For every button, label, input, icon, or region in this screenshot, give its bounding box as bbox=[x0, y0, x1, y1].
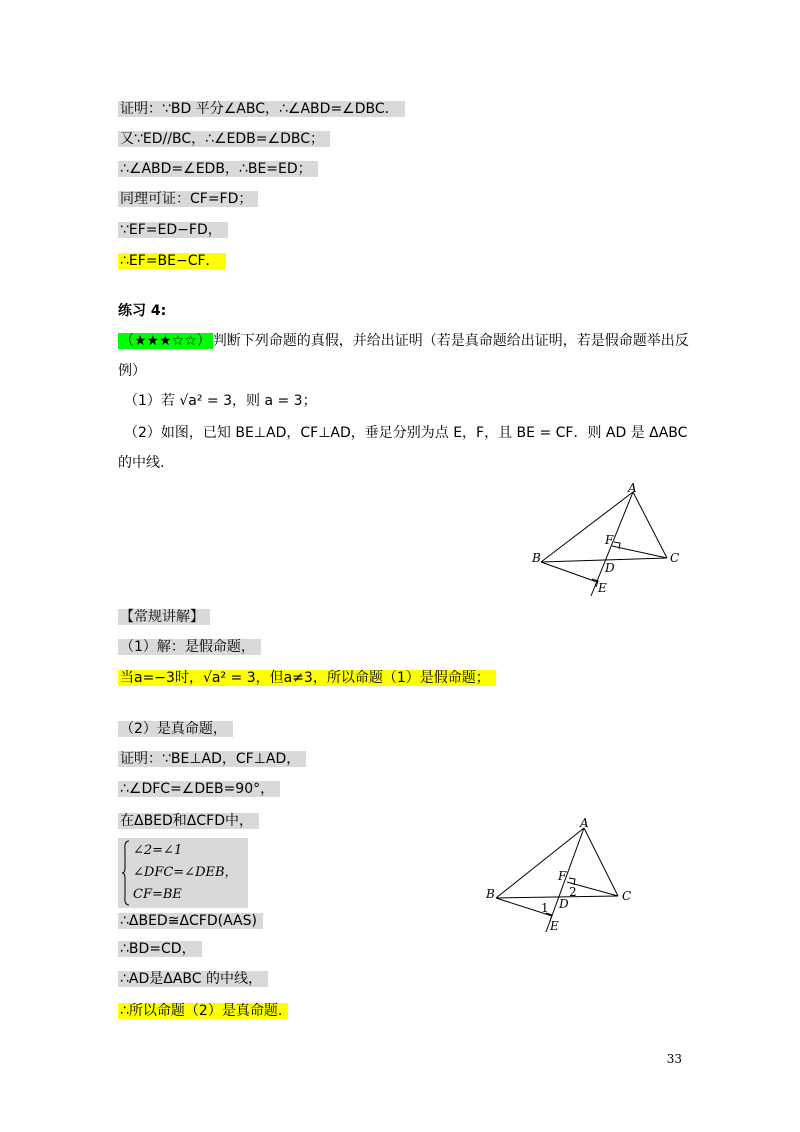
solution-part1: （1）解：是假命题， bbox=[118, 634, 261, 660]
segment-bc bbox=[541, 558, 667, 562]
label-f: F bbox=[605, 533, 614, 547]
solution-part1-detail: 当a=−3时，√a² = 3，但a≠3，所以命题（1）是假命题； bbox=[118, 665, 496, 691]
label-e: E bbox=[598, 581, 607, 595]
exercise-part2: （2）如图，已知 BE⊥AD，CF⊥AD，垂足分别为点 E，F，且 BE = CF．则 AD 是 ΔABC bbox=[124, 425, 688, 441]
proof-line-3: ∴∠ABD=∠EDB，∴BE=ED； bbox=[118, 156, 318, 182]
right-angle-f bbox=[569, 878, 575, 885]
exercise-question-cont: 例） bbox=[118, 363, 146, 379]
solution-proof-5: ∴BD=CD， bbox=[118, 936, 202, 962]
solution-proof-3: 在ΔBED和ΔCFD中， bbox=[118, 808, 259, 834]
exercise-title: 练习 4: bbox=[118, 303, 167, 319]
solution-header: 【常规讲解】 bbox=[118, 604, 210, 630]
label-c: C bbox=[622, 889, 632, 903]
solution-part2: （2）是真命题， bbox=[118, 716, 233, 742]
page-number: 33 bbox=[666, 1052, 682, 1066]
condition-system bbox=[118, 838, 248, 908]
label-e: E bbox=[550, 919, 559, 933]
label-b: B bbox=[532, 551, 541, 565]
solution-proof-4: ∴ΔBED≅ΔCFD(AAS) bbox=[118, 908, 263, 934]
label-b: B bbox=[486, 887, 495, 901]
segment-cf bbox=[612, 546, 667, 558]
exercise-question: （★★★☆☆） 判断下列命题的真假，并给出证明（若是真命题给出证明，若是假命题举出反 bbox=[120, 333, 689, 349]
label-angle-2: 2 bbox=[569, 885, 577, 899]
segment-be bbox=[541, 562, 597, 582]
proof-line-5: ∵EF=ED−FD， bbox=[118, 217, 228, 243]
condition-1: ∠2=∠1 bbox=[133, 843, 183, 858]
label-c: C bbox=[670, 551, 680, 565]
solution-proof-2: ∴∠DFC=∠DEB=90°， bbox=[118, 776, 280, 802]
condition-2: ∠DFC=∠DEB， bbox=[133, 865, 238, 880]
label-f: F bbox=[558, 869, 567, 883]
label-d: D bbox=[605, 561, 615, 575]
brace-icon bbox=[122, 840, 130, 906]
triangle-figure-2 bbox=[480, 812, 640, 942]
condition-3: CF=BE bbox=[133, 887, 182, 902]
solution-conclusion: ∴所以命题（2）是真命题. bbox=[118, 998, 288, 1024]
triangle-figure-1 bbox=[525, 478, 685, 603]
label-d: D bbox=[559, 897, 569, 911]
segment-ac bbox=[584, 828, 618, 896]
segment-bc bbox=[496, 896, 618, 898]
proof-line-6: ∴EF=BE−CF． bbox=[118, 248, 226, 274]
proof-line-4: 同理可证：CF=FD； bbox=[118, 186, 258, 212]
segment-ac bbox=[633, 492, 667, 558]
right-angle-f bbox=[614, 542, 620, 549]
proof-line-2: 又∵ED//BC，∴∠EDB=∠DBC； bbox=[118, 126, 330, 152]
solution-proof-6: ∴AD是ΔABC 的中线， bbox=[118, 966, 268, 992]
proof-line-1: 证明：∵BD 平分∠ABC，∴∠ABD=∠DBC． bbox=[118, 96, 405, 122]
solution-proof-1: 证明：∵BE⊥AD，CF⊥AD， bbox=[118, 746, 306, 772]
label-a: A bbox=[580, 816, 589, 830]
label-a: A bbox=[628, 481, 637, 495]
difficulty-badge: （★★★☆☆） bbox=[120, 333, 211, 349]
label-angle-1: 1 bbox=[541, 901, 549, 915]
exercise-part1: （1）若 √a² = 3，则 a = 3； bbox=[124, 393, 317, 409]
exercise-part2-cont: 的中线. bbox=[118, 455, 165, 471]
